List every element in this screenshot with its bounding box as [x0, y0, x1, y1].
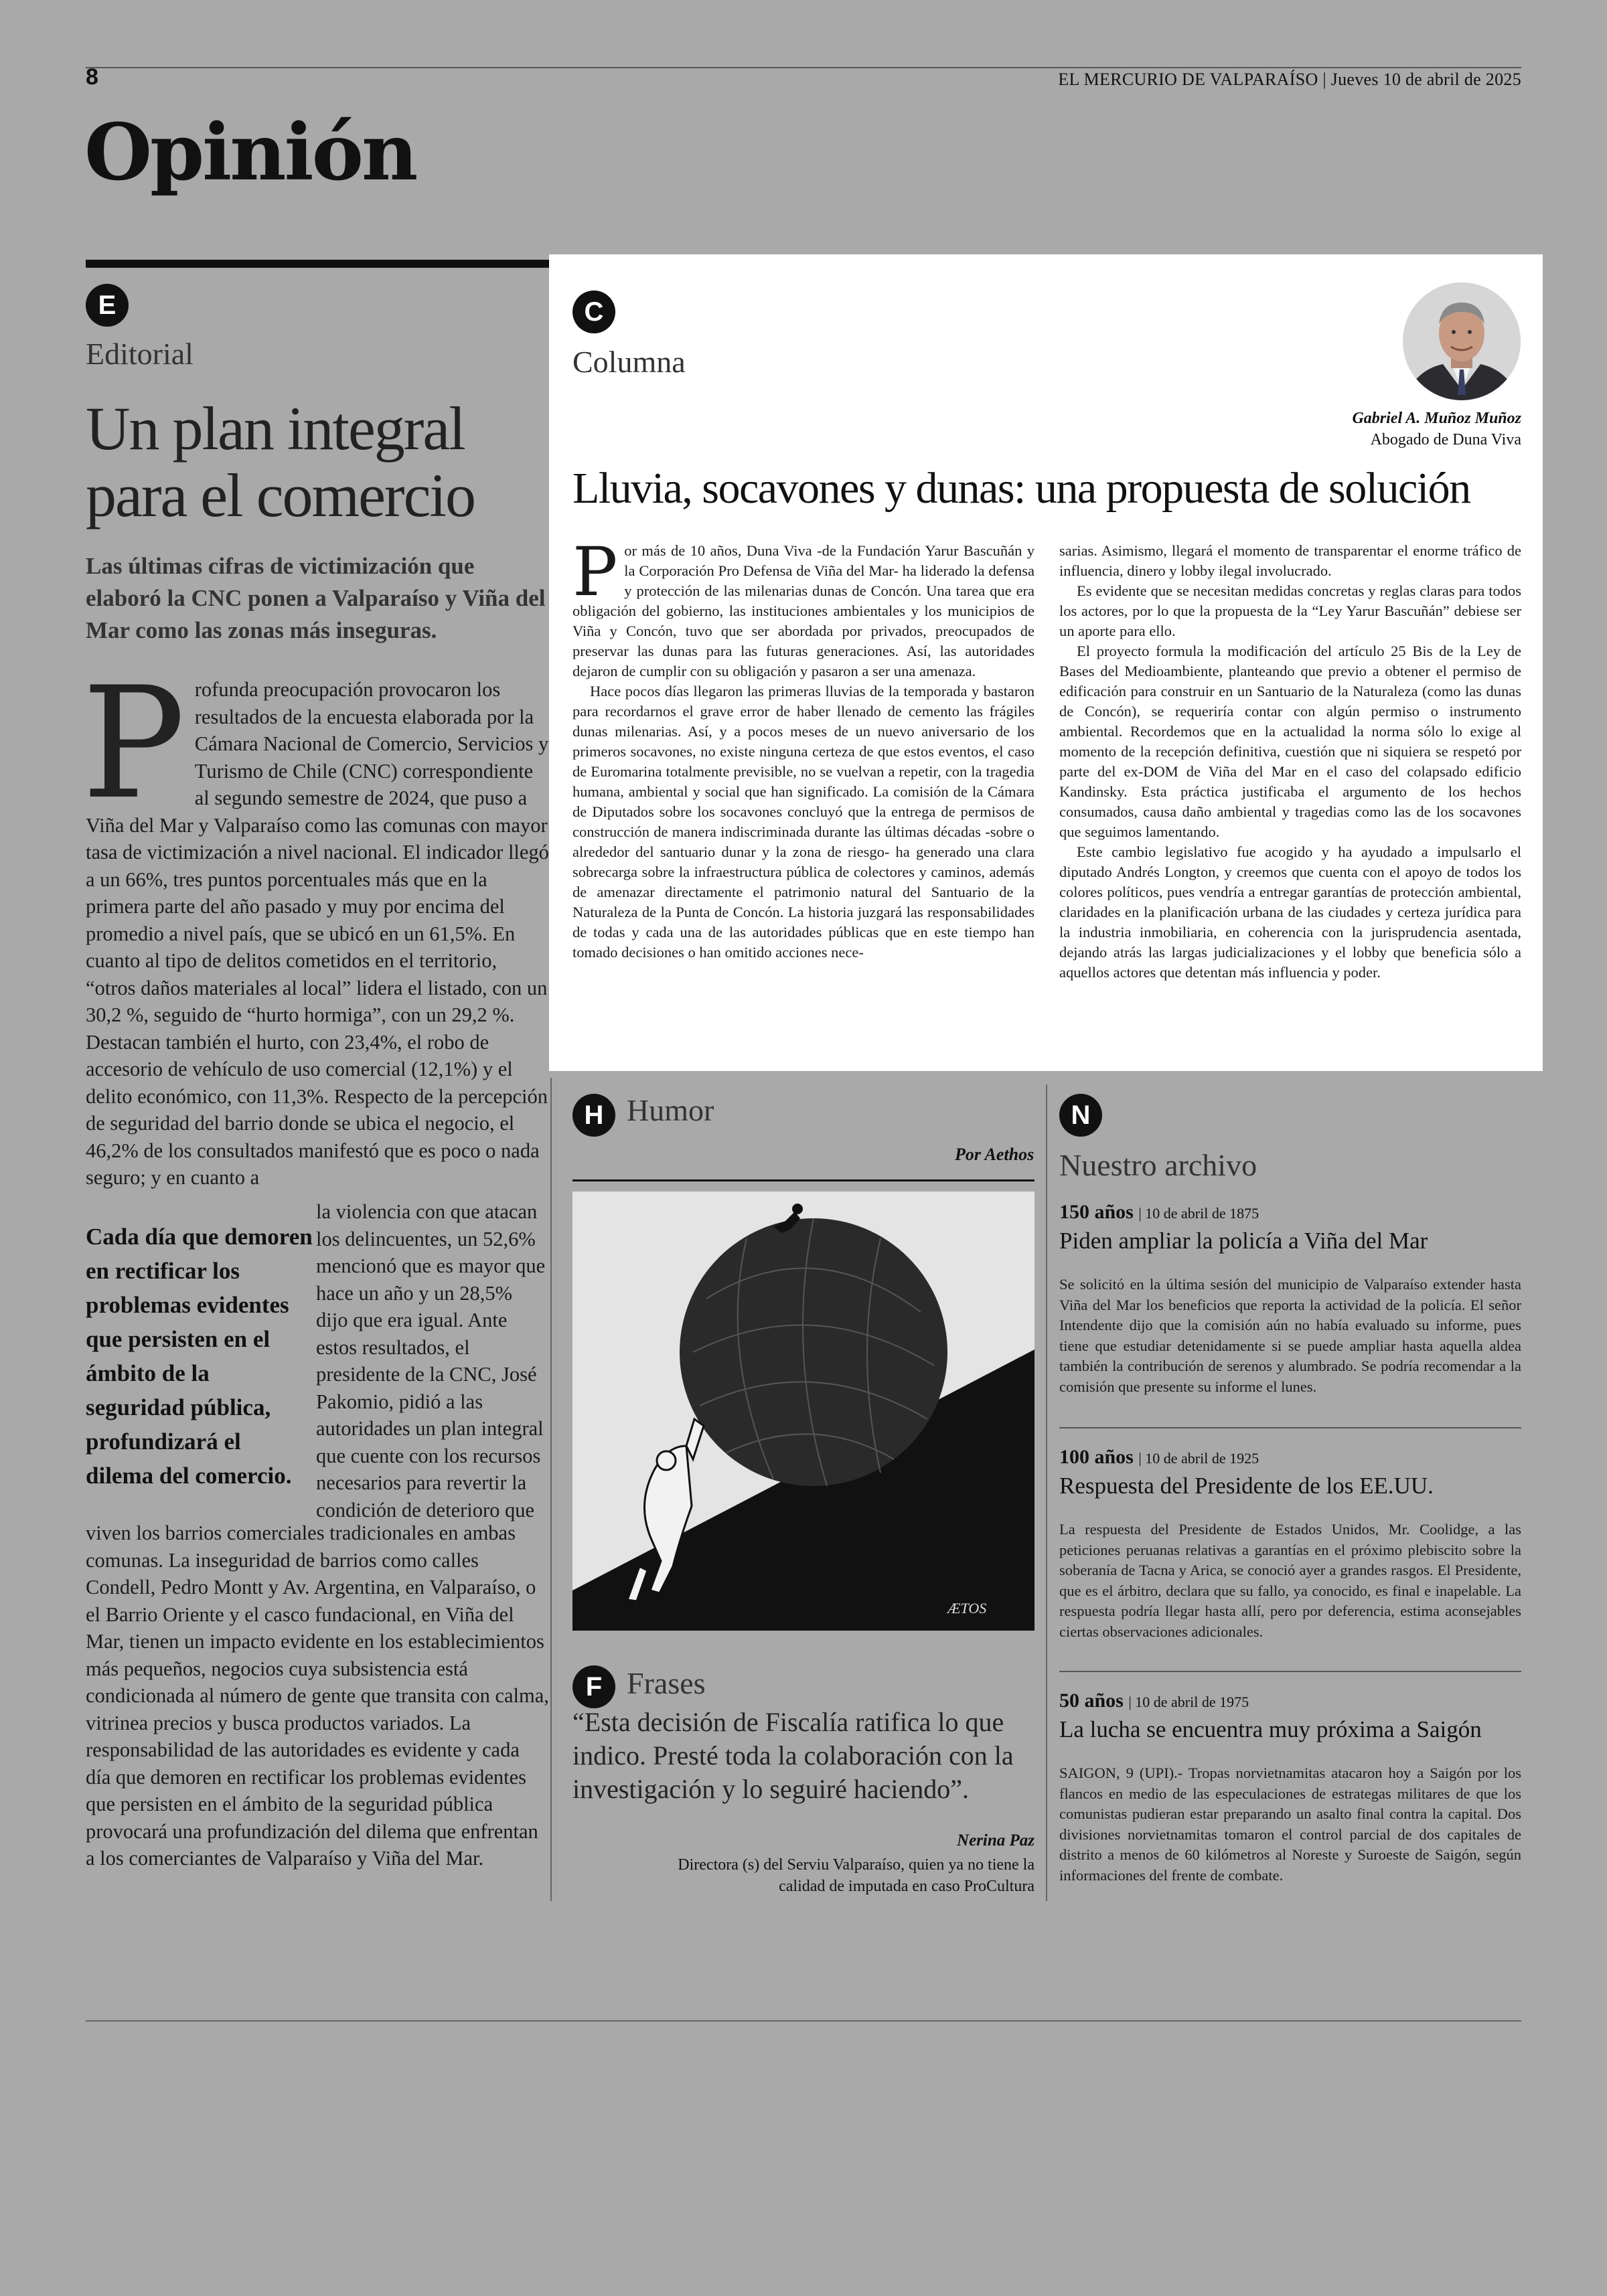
archivo-item-date: 100 años | 10 de abril de 1925 [1059, 1446, 1259, 1468]
archivo-divider [1059, 1427, 1521, 1428]
page-number: 8 [86, 64, 98, 90]
humor-rule [572, 1179, 1035, 1181]
column-paragraph-6: Este cambio legislativo fue acogido y ha ayudado a impulsarlo el diputado Andrés Longton, y creemos que cuenta con el apoyo de todos los colores políticos, pues vendría a entregar garantías de protección ambiental, claridades en la planificación urbana de las ciudades y certeza jurídica para la industria inmobiliaria, en coherencia con la jurisprudencia asentada, dejando atrás las largas judicializaciones y el lobby que beneficia sólo a aquellos actores que detentan más influencia y poder. [1059, 843, 1521, 981]
editorial-badge-icon: E [86, 284, 129, 327]
column-paragraph-4: Es evidente que se necesitan medidas concretas y reglas claras para todos los actores, por lo que la propuesta de la “Ley Yarur Bascuñán” debiese ser un aporte para ello. [1059, 582, 1521, 639]
humor-badge-icon: H [572, 1094, 615, 1137]
frases-quote: “Esta decisión de Fiscalía ratifica lo que indico. Presté toda la colaboración con la investigación y lo seguiré haciendo”. [572, 1707, 1014, 1804]
frases-name: Nerina Paz [957, 1831, 1035, 1850]
section-title: Opinión [84, 107, 416, 198]
svg-text:ÆTOS: ÆTOS [947, 1600, 987, 1617]
column-paragraph-5: El proyecto formula la modificación del artículo 25 Bis de la Ley de Bases del Medioambiente, planteando que previo a obtener el permiso de edificación para construir en un Santuario de la Naturaleza (como las dunas de Concón), se requeriría contar con algún permiso o instrumento ambiental. Recordemos que en la actualidad la norma sólo lo exige al momento de la recepción definitiva, cuestión que ni siquiera se respetó por parte del ex-DOM de Viña del Mar en el caso del colapsado edificio Kandinsky. Esta práctica justificaba el argumento de los hechos consumados, causa daño ambiental y tragedias como las de los socavones que seguimos lamentando. [1059, 643, 1521, 840]
archivo-item-headline: Piden ampliar la policía a Viña del Mar [1059, 1228, 1428, 1254]
editorial-headline: Un plan integral para el comercio [86, 394, 475, 529]
editorial-pull-quote: Cada día que demoren en rectificar los problemas evidentes que persisten en el ámbito de la seguridad pública, profundizará el dilema del comercio. [86, 1224, 313, 1489]
author-photo [1403, 282, 1521, 400]
author-role: Abogado de Duna Viva [1370, 431, 1521, 448]
archivo-item-date: 150 años | 10 de abril de 1875 [1059, 1201, 1259, 1223]
archivo-item-text: Se solicitó en la última sesión del municipio de Valparaíso extender hasta Viña del Mar los beneficios que reporta la actividad de la policía. El señor Intendente dijo que la comisión aún no había evaluado su informe, pues tiene que estudiar detenidamente si se puede ampliar hasta aquella aldea también la contribución de serenos y alumbrado. Se podría recomendar a la comisión que presente su informe el lunes. [1059, 1276, 1521, 1395]
humor-label: Humor [627, 1093, 714, 1127]
humor-cartoon-image [572, 1192, 1035, 1631]
frases-badge-icon: F [572, 1665, 615, 1708]
archivo-item-text: SAIGON, 9 (UPI).- Tropas norvietnamitas atacaron hoy a Saigón por los flancos en medio de las especulaciones de estrategas militares de que los comunistas pudieran estar preparando un asalto final contra la capital. Dos divisiones norvietnamitas tomaron el control parcial de dos capitales de distrito a menos de 60 kilómetros al Noreste y Suroeste de Saigón, según informaciones del frente de combate. [1059, 1765, 1521, 1884]
editorial-body-text-2: la violencia con que atacan los delincuentes, un 52,6% mencionó que es mayor que hace un año y un 28,5% dijo que era igual. Ante estos resultados, el presidente de la CNC, José Pakomio, pidió a las autoridades un plan integral que cuente con los recursos necesarios para revertir la condición de deterioro que [316, 1200, 546, 1522]
editorial-dropcap: P [82, 655, 185, 833]
editorial-body [82, 655, 549, 1192]
frases-role: Directora (s) del Serviu Valparaíso, quien ya no tiene la calidad de imputada en caso ProCultura [678, 1856, 1035, 1895]
archivo-item-date: 50 años | 10 de abril de 1975 [1059, 1690, 1249, 1712]
author-name: Gabriel A. Muñoz Muñoz [1352, 410, 1521, 427]
column-divider-left [550, 1078, 552, 1901]
masthead: EL MERCURIO DE VALPARAÍSO | Jueves 10 de abril de 2025 [1058, 70, 1521, 89]
editorial-lede: Las últimas cifras de victimización que elaboró la CNC ponen a Valparaíso y Viña del Mar como las zonas más inseguras. [86, 553, 546, 643]
archivo-badge-icon: N [1059, 1094, 1102, 1137]
column-dropcap: P [572, 533, 618, 611]
archivo-label: Nuestro archivo [1059, 1148, 1257, 1182]
column-paragraph-2: Hace pocos días llegaron las primeras lluvias de la temporada y bastaron para recordarnos el grave error de haber llenado de cemento las frágiles dunas milenarias. Así, y a pocos meses de un nuevo aniversario de los primeros socavones, no existe ninguna certeza de que estos eventos, el caso de Euromarina totalmente previsible, no se vuelvan a repetir, con la tragedia humana, ambiental y social que han significado. La comisión de la Cámara de Diputados sobre los socavones concluyó que la entrega de permisos de construcción de manera indiscriminada durante las últimas décadas -sobre o alrededor del santuario dunar y la zona de riesgo- ha generado una clara sobrecarga sobre la infraestructura pública de colectores y caminos, además de amenazar directamente el patrimonio natural del Santuario de la Naturaleza de la Punta de Concón. La historia juzgará las responsabilidades de todas y cada una de las autoridades públicas que en este tiempo han tomado decisiones o han omitido acciones nece- [572, 683, 1035, 961]
editorial-label: Editorial [86, 337, 194, 371]
archivo-item-headline: Respuesta del Presidente de los EE.UU. [1059, 1473, 1434, 1499]
column-divider-right [1046, 1084, 1047, 1901]
archivo-item-text: La respuesta del Presidente de Estados Unidos, Mr. Coolidge, a las peticiones peruanas relativas a garantías en el próximo plebiscito sobre la soberanía de Tacna y Arica, se conoció ayer a grandes rasgos. El Presidente, que es el árbitro, declara que su fallo, ya conocido, es final e inapelable. La respuesta podría llegar hasta allí, pero por deferencia, estima aconsejables ciertas observaciones adicionales. [1059, 1521, 1521, 1640]
column-paragraph-3: sarias. Asimismo, llegará el momento de transparentar el enorme tráfico de influencia, dinero y lobby ilegal involucrado. [1059, 542, 1521, 579]
archivo-item-headline: La lucha se encuentra muy próxima a Saigón [1059, 1716, 1482, 1742]
column-paragraph-1: or más de 10 años, Duna Viva -de la Fundación Yarur Bascuñán y la Corporación Pro Defensa de Viña del Mar- ha liderado la defensa y protección de las milenarias dunas de Concón. Una tarea que era obligación del gobierno, las instituciones ambientales y los municipios de Viña y Concón, tuvo que ser abordada por privados, preocupados de preservar las dunas para las futuras generaciones. Así, las autoridades dejaron de cumplir con su obligación y pasaron a ser una amenaza. [572, 542, 1035, 679]
column-headline: Lluvia, socavones y dunas: una propuesta de solución [572, 464, 1470, 513]
column-body-left [572, 533, 1035, 963]
editorial-body-text-1: rofunda preocupación provocaron los resultados de la encuesta elaborada por la Cámara Nacional de Comercio, Servicios y Turismo de Chile (CNC) correspondiente al segundo semestre de 2024, que puso a Viña del Mar y Valparaíso como las comunas con mayor tasa de victimización a nivel nacional. El indicador llegó a un 66%, tres puntos porcentuales más que en la primera parte del año pasado y muy por encima del promedio a nivel país, que se ubicó en un 61,5%. En cuanto al tipo de delitos cometidos en el territorio, “otros daños materiales al local” lidera el listado, con un 30,2 %, seguido de “hurto hormiga”, con un 29,2 %. Destacan también el hurto, con 23,4%, el robo de accesorio de vehículo de uso comercial (12,1%) y el delito económico, con 11,3%. Respecto de la percepción de seguridad del barrio donde se ubica el negocio, el 46,2% de los consultados manifestó que es poco o nada seguro; y en cuanto a [86, 678, 549, 1189]
bottom-rule [86, 2020, 1521, 2022]
frases-label: Frases [627, 1666, 706, 1700]
header-rule [86, 67, 1521, 68]
column-badge-icon: C [572, 291, 615, 333]
humor-byline: Por Aethos [955, 1145, 1035, 1164]
column-body-right [1059, 541, 1521, 983]
archivo-divider [1059, 1671, 1521, 1672]
editorial-body-text-3: viven los barrios comerciales tradicionales en ambas comunas. La inseguridad de barrios como calles Condell, Pedro Montt y Av. Argentina, en Valparaíso, o el Barrio Oriente y el casco fundacional, en Viña del Mar, tienen un impacto evidente en los establecimientos más pequeños, negocios cuya subsistencia está condicionada al número de gente que transita con calma, vitrinea precios y busca productos variados. La responsabilidad de las autoridades es evidente y cada día que demoren en rectificar los problemas evidentes que persisten en el ámbito de la seguridad pública provocará una profundización del dilema que enfrentan a los comerciantes de Valparaíso y Viña del Mar. [86, 1522, 549, 1870]
column-label: Columna [572, 345, 686, 379]
